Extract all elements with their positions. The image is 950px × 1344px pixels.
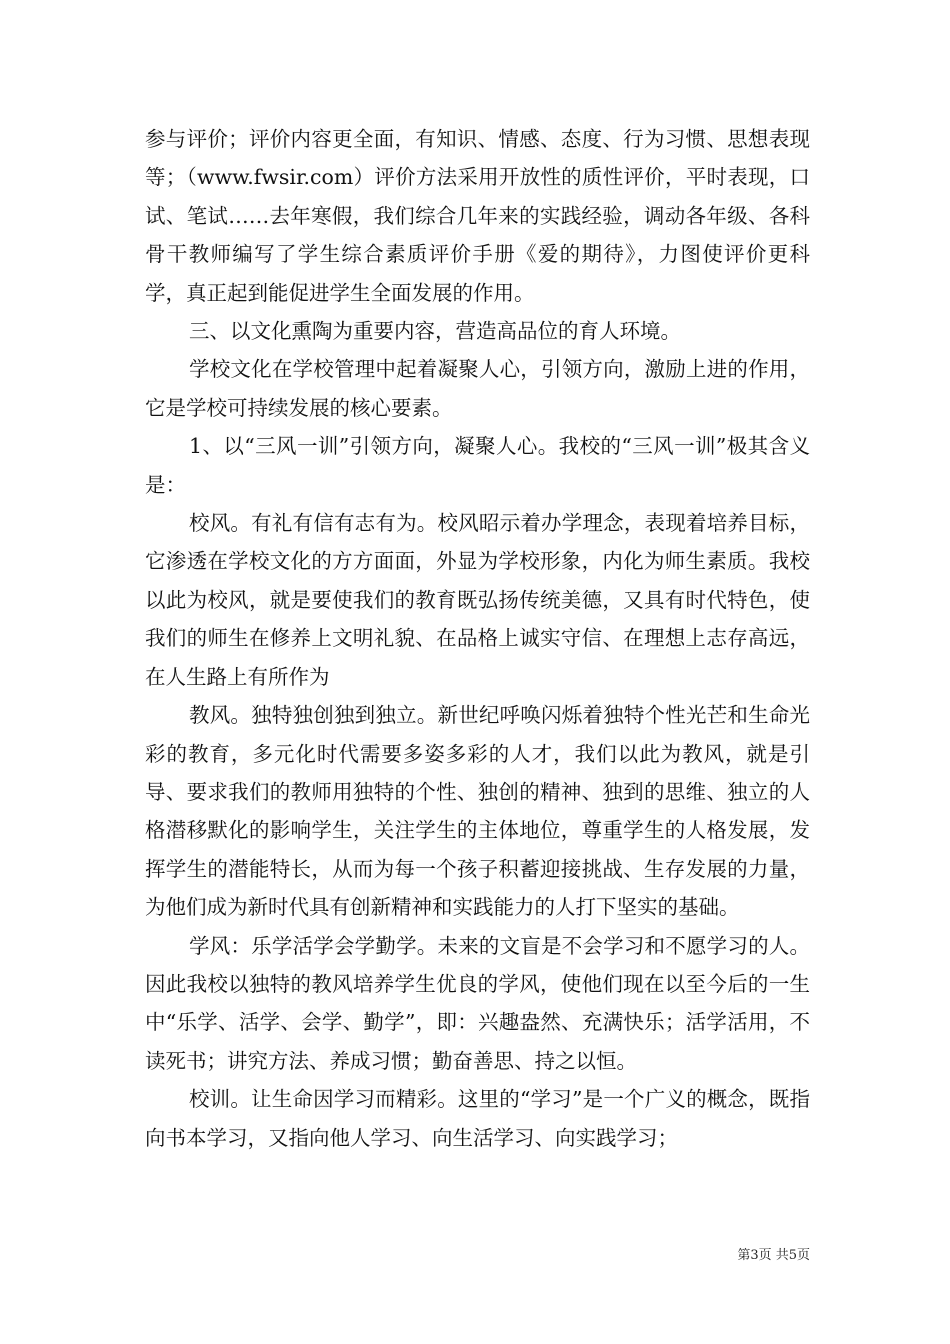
paragraph-school-style: 校风。有礼有信有志有为。校风昭示着办学理念，表现着培养目标，它渗透在学校文化的方方面面，外显为学校形象，内化为师生素质。我校以此为校风，就是要使我们的教育既弘扬传统美德，又具有时代特色，使我们的师生在修养上文明礼貌、在品格上诚实守信、在理想上志存高远，在人生路上有所作为 [145,511,810,689]
paragraph-school-motto: 校训。让生命因学习而精彩。这里的“学习”是一个广义的概念，既指向书本学习，又指向他人学习、向生活学习、向实践学习； [145,1087,810,1150]
section-heading-culture: 三、以文化熏陶为重要内容，营造高品位的育人环境。 [189,319,681,344]
paragraph-teaching-style: 教风。独特独创独到独立。新世纪呼唤闪烁着独特个性光芒和生命光彩的教育，多元化时代需要多姿多彩的人才，我们以此为教风，就是引导、要求我们的教师用独特的个性、独创的精神、独到的思维、独立的人格潜移默化的影响学生，关注学生的主体地位，尊重学生的人格发展，发挥学生的潜能特长，从而为每一个孩子积蓄迎接挑战、生存发展的力量，为他们成为新时代具有创新精神和实践能力的人打下坚实的基础。 [145,703,810,920]
page-number-label: 第3页 共5页 [737,1248,810,1263]
document-body [145,120,810,1157]
page-number [700,1248,810,1264]
paragraph-study-style: 学风：乐学活学会学勤学。未来的文盲是不会学习和不愿学习的人。因此我校以独特的教风培养学生优良的学风，使他们现在以至今后的一生中“乐学、活学、会学、勤学”，即：兴趣盎然、充满快乐；活学活用，不读死书；讲究方法、养成习惯；勤奋善思、持之以恒。 [145,933,810,1073]
paragraph-three-styles: 1、以“三风一训”引领方向，凝聚人心。我校的“三风一训”极其含义是： [145,434,810,497]
paragraph-evaluation: 参与评价；评价内容更全面，有知识、情感、态度、行为习惯、思想表现等；（www.fwsir.com）评价方法采用开放性的质性评价，平时表现，口试、笔试……去年寒假，我们综合几年来的实践经验，调动各年级、各科骨干教师编写了学生综合素质评价手册《爱的期待》，力图使评价更科学，真正起到能促进学生全面发展的作用。 [145,127,810,305]
paragraph-school-culture: 学校文化在学校管理中起着凝聚人心，引领方向，激励上进的作用，它是学校可持续发展的核心要素。 [145,357,810,420]
